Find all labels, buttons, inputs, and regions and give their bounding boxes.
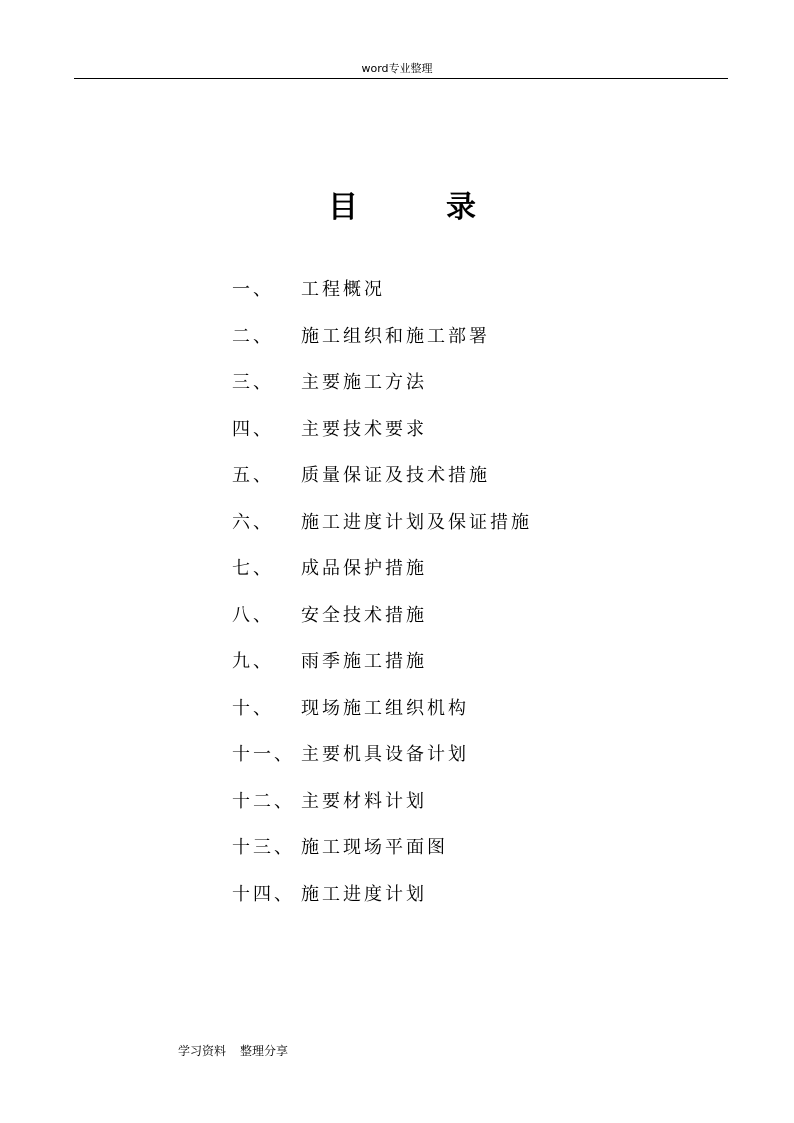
toc-item-number: 十、 — [232, 697, 274, 719]
toc-item-title: 安全技术措施 — [301, 604, 427, 626]
toc-item-number: 六、 — [232, 511, 274, 533]
page-footer — [178, 1043, 288, 1059]
toc-item[interactable] — [0, 834, 794, 881]
toc-item[interactable] — [0, 881, 794, 928]
toc-item-number: 十三、 — [232, 837, 295, 858]
toc-item-title: 工程概况 — [301, 279, 385, 300]
toc-item[interactable] — [0, 323, 794, 370]
toc-item[interactable] — [0, 602, 794, 649]
title-char-2: 录 — [446, 190, 476, 225]
toc-item-title: 施工组织和施工部署 — [301, 325, 490, 347]
toc-item-title: 施工现场平面图 — [301, 837, 448, 858]
toc-item-title: 现场施工组织机构 — [301, 697, 469, 719]
toc-item[interactable] — [0, 462, 794, 509]
toc-item-title: 主要技术要求 — [301, 418, 427, 440]
toc-item-number: 十二、 — [232, 790, 295, 812]
toc-item-title: 质量保证及技术措施 — [301, 465, 490, 486]
toc-item-number: 二、 — [232, 325, 274, 347]
toc-item[interactable] — [0, 555, 794, 602]
toc-item-title: 成品保护措施 — [301, 558, 427, 579]
toc-item-title: 主要材料计划 — [301, 790, 427, 812]
footer-left-text: 学习资料 — [178, 1044, 227, 1058]
toc-item-number: 五、 — [232, 465, 274, 486]
toc-item[interactable] — [0, 648, 794, 695]
title-char-1: 目 — [328, 190, 358, 225]
toc-item-number: 三、 — [232, 372, 274, 393]
toc-item-title: 雨季施工措施 — [301, 651, 427, 672]
toc-item-number: 十四、 — [232, 883, 295, 905]
toc-item-number: 四、 — [232, 418, 274, 440]
toc-item[interactable] — [0, 741, 794, 788]
toc-item-number: 一、 — [232, 279, 274, 300]
toc-item-number: 九、 — [232, 651, 274, 672]
footer-right-text: 整理分享 — [240, 1044, 289, 1058]
toc-item[interactable] — [0, 509, 794, 556]
table-of-contents — [0, 276, 794, 927]
toc-item[interactable] — [0, 416, 794, 463]
toc-item[interactable] — [0, 788, 794, 835]
toc-item-title: 主要机具设备计划 — [301, 744, 469, 765]
toc-item[interactable] — [0, 276, 794, 323]
page-header: word专业整理 — [361, 62, 433, 75]
toc-item-title: 施工进度计划及保证措施 — [301, 511, 532, 533]
toc-item-title: 施工进度计划 — [301, 883, 427, 905]
toc-item-number: 七、 — [232, 558, 274, 579]
header-divider — [74, 78, 728, 79]
page-title — [0, 188, 794, 228]
toc-item[interactable] — [0, 369, 794, 416]
toc-item-number: 八、 — [232, 604, 274, 626]
toc-item-number: 十一、 — [232, 744, 295, 765]
toc-item-title: 主要施工方法 — [301, 372, 427, 393]
toc-item[interactable] — [0, 695, 794, 742]
